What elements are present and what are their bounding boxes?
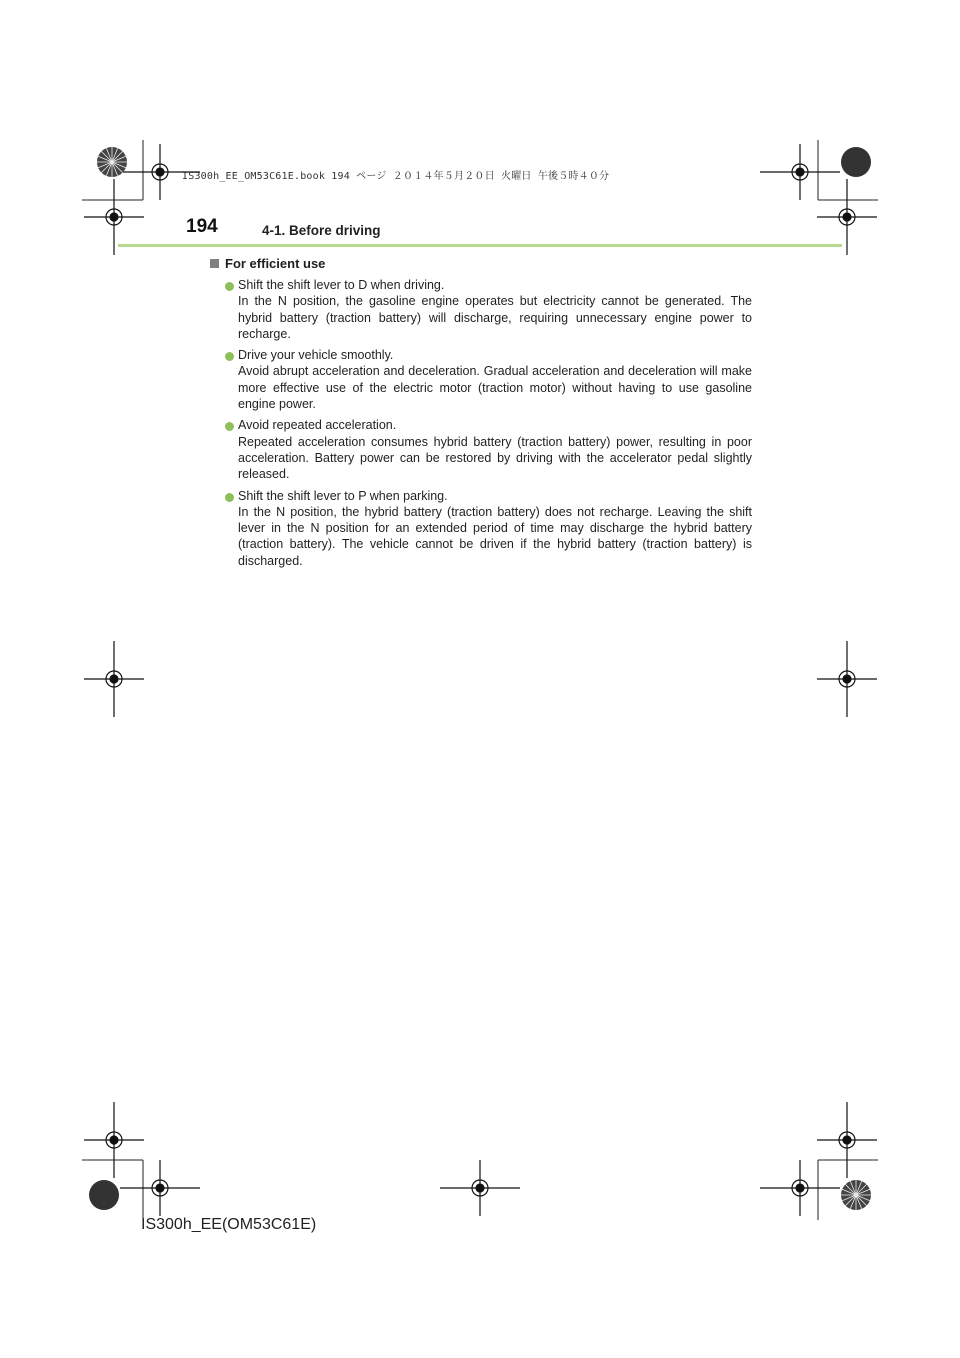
section-title: 4-1. Before driving xyxy=(262,223,381,238)
list-item-title: Drive your vehicle smoothly. xyxy=(238,348,394,363)
list-item xyxy=(210,277,752,342)
subsection-heading xyxy=(210,256,752,271)
circle-bullet-icon xyxy=(225,352,234,361)
circle-bullet-icon xyxy=(225,493,234,502)
list-item xyxy=(210,347,752,412)
square-bullet-icon xyxy=(210,259,219,268)
document-code: IS300h_EE(OM53C61E) xyxy=(141,1216,317,1233)
circle-bullet-icon xyxy=(225,282,234,291)
registration-crosshair xyxy=(440,1160,520,1216)
page-number: 194 xyxy=(186,216,218,237)
list-item-text: Avoid abrupt acceleration and deceleration. Gradual acceleration and deceleration will make more effective use of the electric motor (traction motor) without having to use gasoline engine power. xyxy=(238,364,752,412)
registration-crosshair xyxy=(120,1160,200,1216)
registration-crosshair xyxy=(84,1102,144,1178)
star-target xyxy=(841,1180,871,1210)
registration-crosshair xyxy=(84,641,144,717)
list-item xyxy=(210,488,752,569)
circle-bullet-icon xyxy=(225,422,234,431)
list-item-title: Shift the shift lever to D when driving. xyxy=(238,278,445,292)
list-item-title: Avoid repeated acceleration. xyxy=(238,418,397,433)
star-target xyxy=(97,147,127,177)
registration-crosshair xyxy=(760,144,840,200)
print-file-info: IS300h_EE_OM53C61E.book 194 ページ ２０１４年５月２０日 火曜日 午後５時４０分 xyxy=(182,171,610,182)
subsection-title: For efficient use xyxy=(225,256,326,271)
star-target xyxy=(89,1180,119,1210)
list-item-title: Shift the shift lever to P when parking. xyxy=(238,488,448,503)
list-item-text: Repeated acceleration consumes hybrid battery (traction battery) power, resulting in poor acceleration. Battery power can be restored by driving with the accelerator pedal slightly released. xyxy=(238,434,752,482)
list-item-text: In the N position, the hybrid battery (traction battery) does not recharge. Leaving the shift lever in the N position for an extended period of time may discharge the hybrid battery (traction battery). The vehicle cannot be driven if the hybrid battery (traction battery) is discharged. xyxy=(238,504,752,568)
registration-crosshair xyxy=(760,1160,840,1216)
registration-crosshair xyxy=(817,641,877,717)
star-target xyxy=(841,147,871,177)
header-rule xyxy=(118,244,842,247)
registration-crosshair xyxy=(817,1102,877,1178)
content-section xyxy=(210,256,752,574)
list-item xyxy=(210,417,752,482)
list-item-text: In the N position, the gasoline engine operates but electricity cannot be generated. The hybrid battery (traction battery) will discharge, requiring unnecessary engine power to recharge. xyxy=(238,294,752,341)
